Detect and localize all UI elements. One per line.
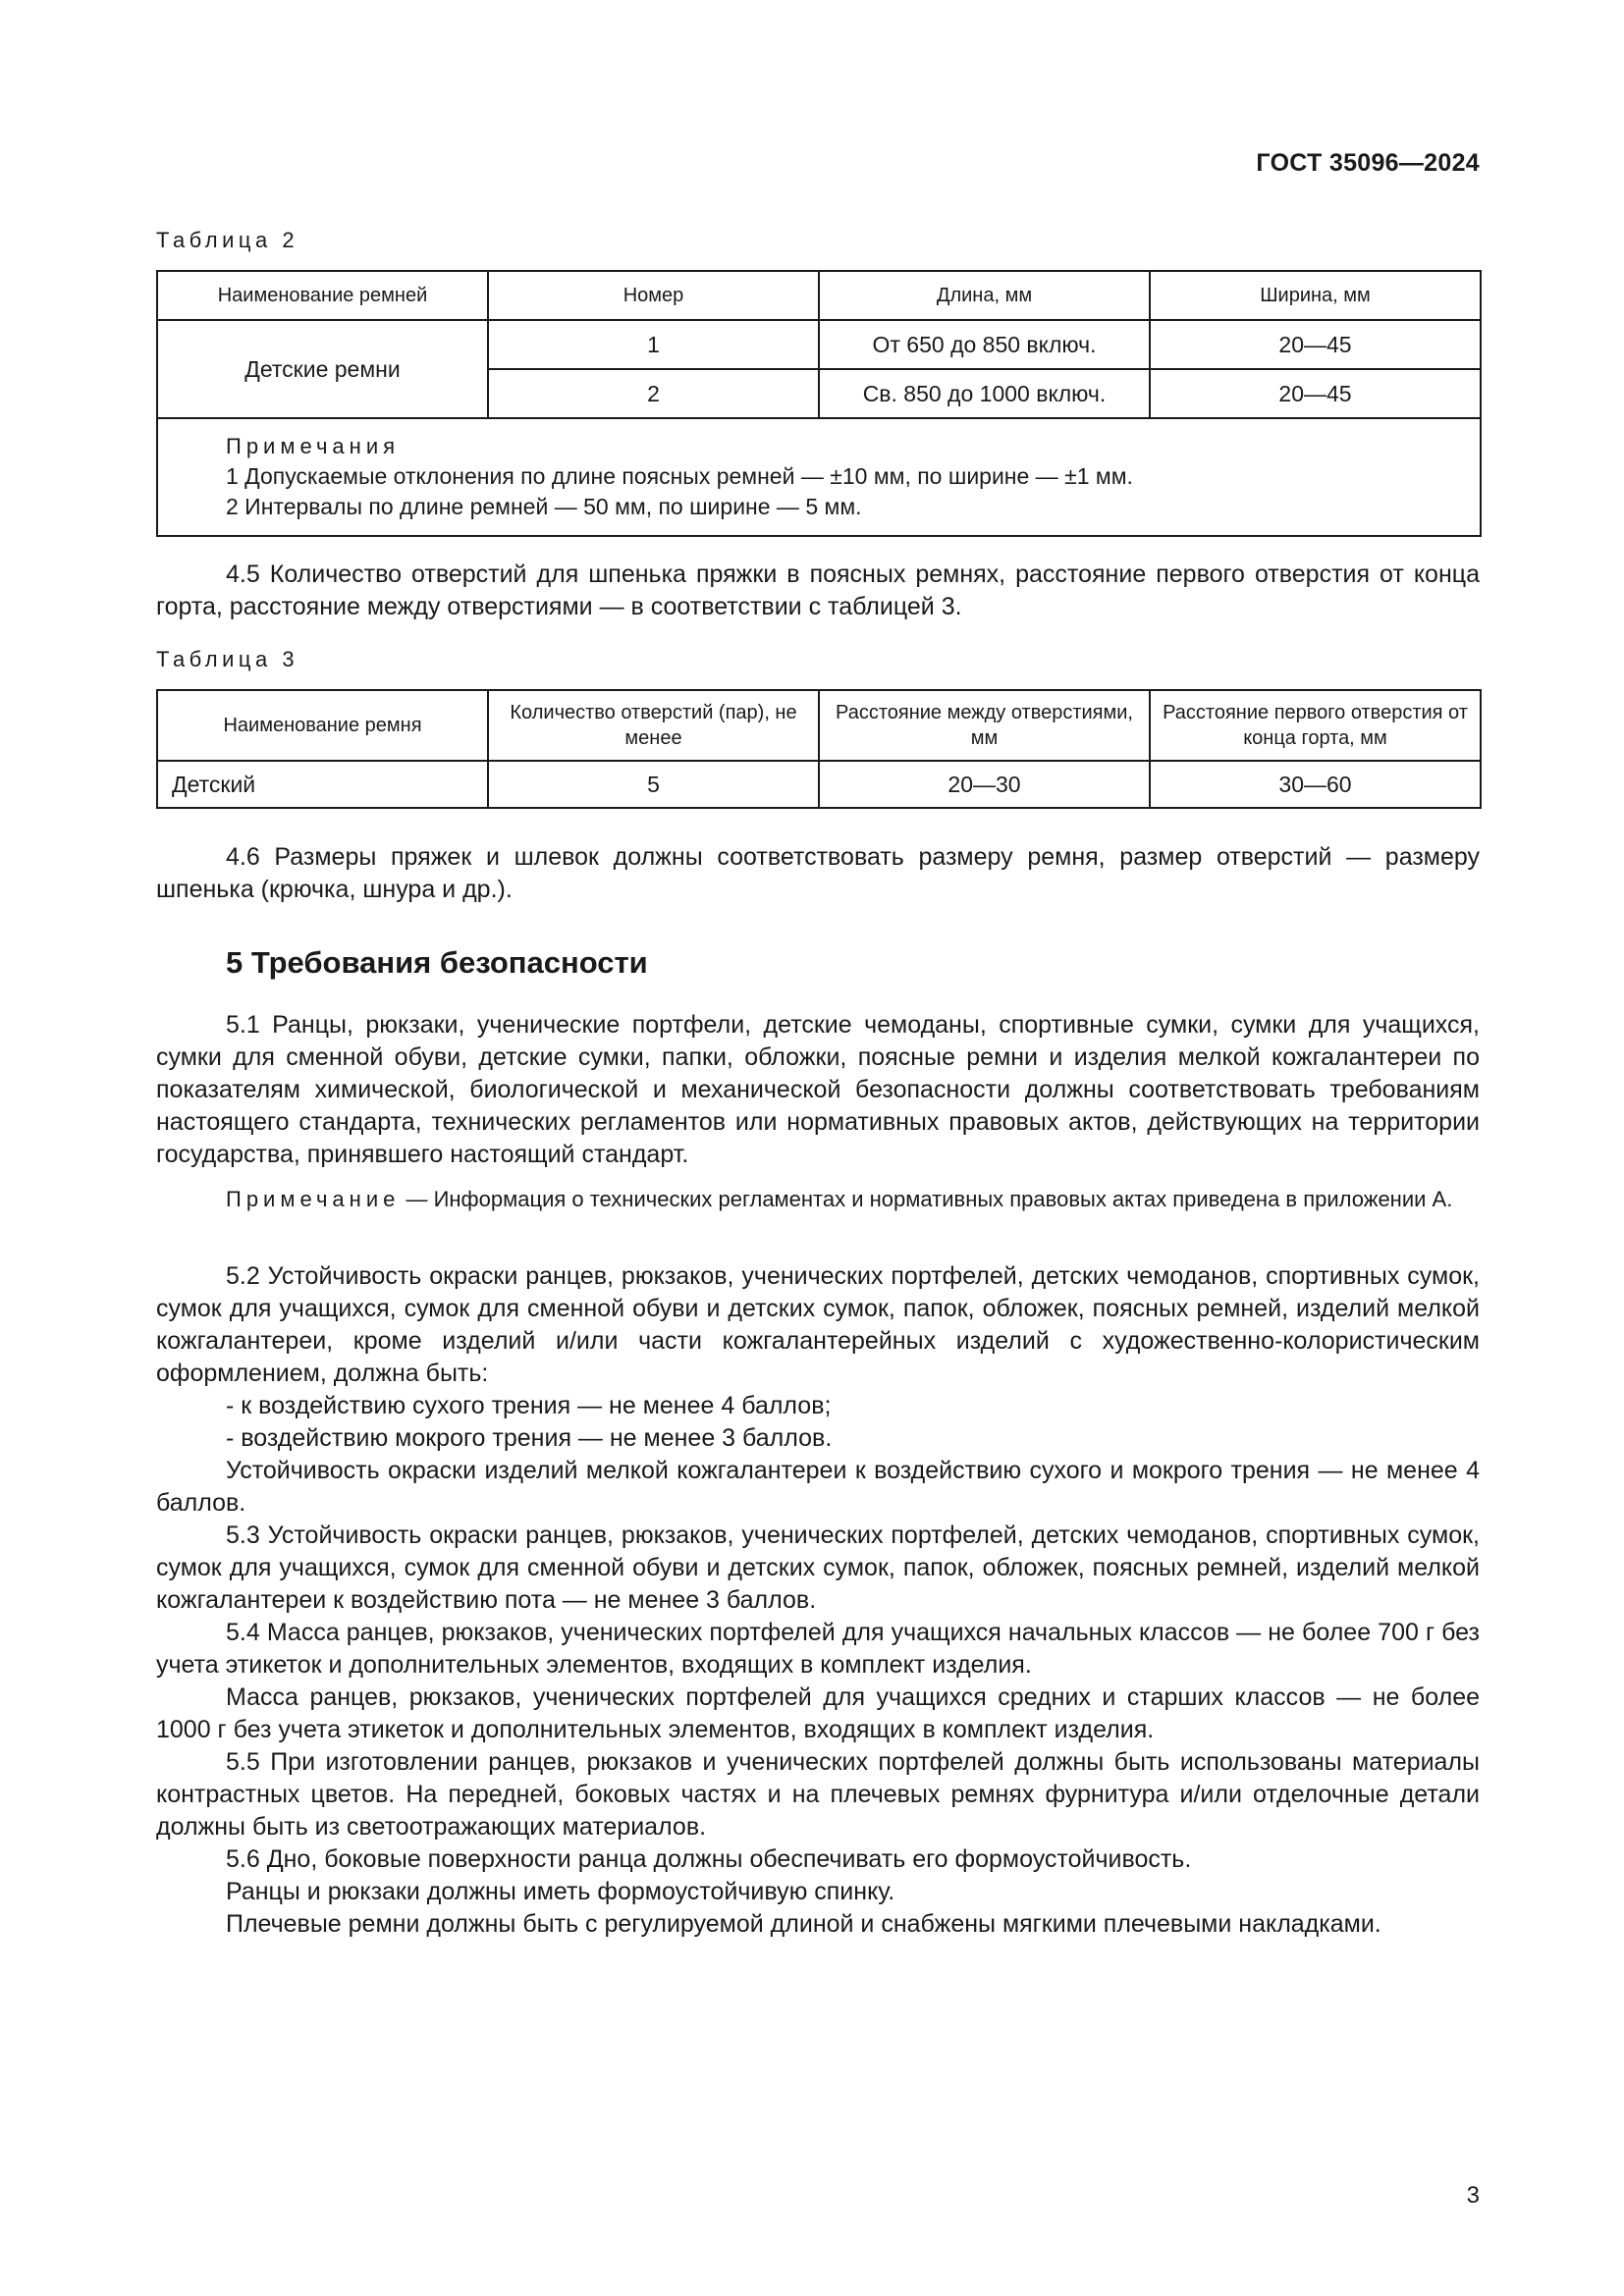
group-label-cell: Детские ремни: [157, 320, 488, 418]
note-item: 2 Интервалы по длине ремней — 50 мм, по ширине — 5 мм.: [226, 494, 862, 519]
table-header-row: [157, 690, 1481, 761]
table2-caption: Таблица 2: [156, 228, 299, 252]
column-header: Длина, мм: [819, 271, 1150, 320]
paragraph-5-2-c: Устойчивость окраски изделий мелкой кожгалантереи к воздействию сухого и мокрого трения — не менее 4 баллов.: [156, 1457, 1480, 1517]
column-header: Расстояние между отверстиями, мм: [819, 690, 1150, 761]
table-notes-cell: [157, 418, 1481, 536]
paragraph-5-2: 5.2 Устойчивость окраски ранцев, рюкзаков, ученических портфелей, детских чемоданов, спортивных сумок, сумок для учащихся, сумок для сменной обуви и детских сумок, папок, обложек, поясных ремней, изделий мелкой кожгалантереи, кроме изделий и/или части кожгалантерейных изделий с художественно-колористическим оформлением, должна быть:: [156, 1262, 1480, 1387]
paragraph-5-6: 5.6 Дно, боковые поверхности ранца должны обеспечивать его формоустойчивость.: [226, 1845, 1192, 1873]
column-header: Наименование ремней: [157, 271, 488, 320]
table-notes-row: [157, 418, 1481, 536]
paragraph-5-1: 5.1 Ранцы, рюкзаки, ученические портфели, детские чемоданы, спортивные сумки, сумки для учащихся, сумки для сменной обуви, детские сумки, папки, обложки, поясные ремни и изделия мелкой кожгалантереи по показателям химической, биологической и механической безопасности должны соответствовать требованиям настоящего стандарта, технических регламентов или нормативных правовых актов, действующих на территории государства, принявшего настоящий стандарт.: [156, 1011, 1480, 1168]
paragraph-4-6: 4.6 Размеры пряжек и шлевок должны соответствовать размеру ремня, размер отверстий — размеру шпенька (крючка, шнура и др.).: [156, 843, 1480, 903]
page-number: 3: [1466, 2182, 1480, 2209]
table-row: [157, 761, 1481, 808]
table-cell: От 650 до 850 включ.: [819, 320, 1150, 369]
table-cell: 20—45: [1150, 320, 1481, 369]
paragraph-4-5: 4.5 Количество отверстий для шпенька пряжки в поясных ремнях, расстояние первого отверстия от конца горта, расстояние между отверстиями — в соответствии с таблицей 3.: [156, 561, 1480, 620]
paragraph-5-5: 5.5 При изготовлении ранцев, рюкзаков и ученических портфелей должны быть использованы материалы контрастных цветов. На передней, боковых частях и на плечевых ремнях фурнитура и/или отделочные детали должны быть из светоотражающих материалов.: [156, 1748, 1480, 1841]
table-cell: Детский: [157, 761, 488, 808]
paragraph-5-3: 5.3 Устойчивость окраски ранцев, рюкзаков, ученических портфелей, детских чемоданов, спортивных сумок, сумок для учащихся, сумок для сменной обуви и детских сумок, папок, обложек, поясных ремней, изделий мелкой кожгалантереи к воздействию пота — не менее 3 баллов.: [156, 1522, 1480, 1614]
table-cell: 30—60: [1150, 761, 1481, 808]
section-note: [156, 1185, 1480, 1214]
paragraph-5-6-b: Ранцы и рюкзаки должны иметь формоустойчивую спинку.: [226, 1878, 895, 1905]
table-header-row: [157, 271, 1481, 320]
column-header: Ширина, мм: [1150, 271, 1481, 320]
paragraph-5-4: 5.4 Масса ранцев, рюкзаков, ученических портфелей для учащихся начальных классов — не более 700 г без учета этикеток и дополнительных элементов, входящих в комплект изделия.: [156, 1619, 1480, 1679]
standard-id: ГОСТ 35096—2024: [1256, 149, 1480, 177]
column-header: Наименование ремня: [157, 690, 488, 761]
column-header: Количество отверстий (пар), не менее: [488, 690, 819, 761]
table-cell: 20—30: [819, 761, 1150, 808]
table3-caption: Таблица 3: [156, 647, 299, 671]
table-2: [156, 270, 1482, 537]
table-3: [156, 689, 1482, 809]
table-cell: 5: [488, 761, 819, 808]
table-row: [157, 320, 1481, 369]
column-header: Расстояние первого отверстия от конца горта, мм: [1150, 690, 1481, 761]
table-cell: 1: [488, 320, 819, 369]
note-item: 1 Допускаемые отклонения по длине поясных ремней — ±10 мм, по ширине — ±1 мм.: [226, 463, 1133, 489]
column-header: Номер: [488, 271, 819, 320]
note-text: — Информация о технических регламентах и нормативных правовых актах приведена в приложении А.: [400, 1187, 1453, 1211]
table-cell: Св. 850 до 1000 включ.: [819, 369, 1150, 418]
paragraph-5-6-c: Плечевые ремни должны быть с регулируемой длиной и снабжены мягкими плечевыми накладками.: [226, 1910, 1381, 1938]
list-item: - воздействию мокрого трения — не менее 3 баллов.: [226, 1424, 833, 1452]
table-cell: 20—45: [1150, 369, 1481, 418]
section-heading: 5 Требования безопасности: [226, 945, 648, 980]
list-item: - к воздействию сухого трения — не менее 4 баллов;: [226, 1392, 832, 1419]
notes-title: Примечания: [226, 434, 401, 458]
note-label: Примечание: [226, 1187, 401, 1211]
table-cell: 2: [488, 369, 819, 418]
paragraph-5-4-b: Масса ранцев, рюкзаков, ученических портфелей для учащихся средних и старших классов — не более 1000 г без учета этикеток и дополнительных элементов, входящих в комплект изделия.: [156, 1683, 1480, 1743]
